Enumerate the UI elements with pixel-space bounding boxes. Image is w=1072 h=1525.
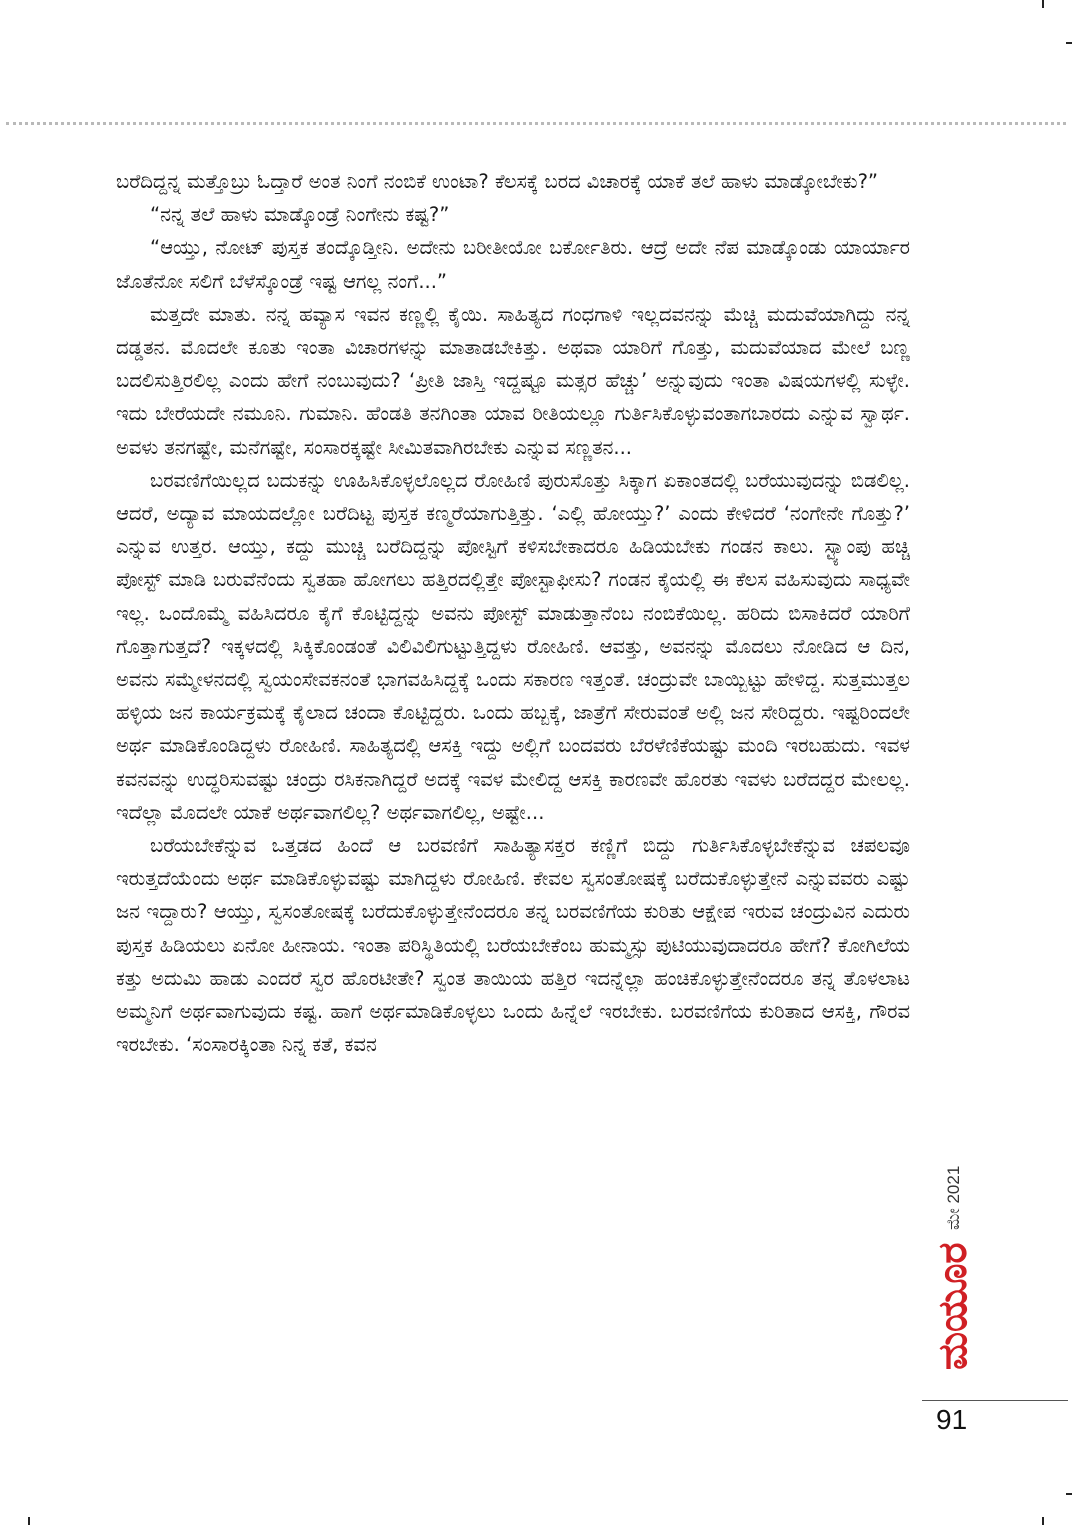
issue-date: ಮೇ 2021 bbox=[944, 1165, 963, 1230]
paragraph: ಬರವಣಿಗೆಯಿಲ್ಲದ ಬದುಕನ್ನು ಊಹಿಸಿಕೊಳ್ಳಲೊಲ್ಲದ ರೋಹಿಣಿ ಪುರುಸೊತ್ತು ಸಿಕ್ಕಾಗ ಏಕಾಂತದಲ್ಲಿ ಬರೆಯುವುದನ್ನು ಬಿಡಲಿಲ್ಲ. ಆದರೆ, ಅದ್ಯಾವ ಮಾಯದಲ್ಲೋ ಬರೆದಿಟ್ಟ ಪುಸ್ತಕ ಕಣ್ಮರೆಯಾಗುತ್ತಿತ್ತು. ‘ಎಲ್ಲಿ ಹೋಯ್ತು?’ ಎಂದು ಕೇಳಿದರೆ ‘ನಂಗೇನೇ ಗೊತ್ತು?’ ಎನ್ನುವ ಉತ್ತರ. ಆಯ್ತು, ಕದ್ದು ಮುಚ್ಚಿ ಬರೆದಿದ್ದನ್ನು ಪೋಸ್ಟಿಗೆ ಕಳಿಸಬೇಕಾದರೂ ಹಿಡಿಯಬೇಕು ಗಂಡನ ಕಾಲು. ಸ್ಟ್ಯಾಂಪು ಹಚ್ಚಿ ಪೋಸ್ಟ್ ಮಾಡಿ ಬರುವೆನೆಂದು ಸ್ವತಹಾ ಹೋಗಲು ಹತ್ತಿರದಲ್ಲಿತ್ತೇ ಪೋಸ್ಟಾಫೀಸು? ಗಂಡನ ಕೈಯಲ್ಲಿ ಈ ಕೆಲಸ ವಹಿಸುವುದು ಸಾಧ್ಯವೇ ಇಲ್ಲ. ಒಂದೊಮ್ಮೆ ವಹಿಸಿದರೂ ಕೈಗೆ ಕೊಟ್ಟಿದ್ದನ್ನು ಅವನು ಪೋಸ್ಟ್ ಮಾಡುತ್ತಾನೆಂಬ ನಂಬಿಕೆಯಿಲ್ಲ. ಹರಿದು ಬಿಸಾಕಿದರೆ ಯಾರಿಗೆ ಗೊತ್ತಾಗುತ್ತದೆ? ಇಕ್ಕಳದಲ್ಲಿ ಸಿಕ್ಕಿಕೊಂಡಂತೆ ವಿಲಿವಿಲಿಗುಟ್ಟುತ್ತಿದ್ದಳು ರೋಹಿಣಿ. ಆವತ್ತು, ಅವನನ್ನು ಮೊದಲು ನೋಡಿದ ಆ ದಿನ, ಅವನು ಸಮ್ಮೇಳನದಲ್ಲಿ ಸ್ವಯಂಸೇವಕನಂತೆ ಭಾಗವಹಿಸಿದ್ದಕ್ಕೆ ಒಂದು ಸಕಾರಣ ಇತ್ತಂತೆ. ಚಂದ್ರುವೇ ಬಾಯ್ಬಿಟ್ಟು ಹೇಳಿದ್ದ. ಸುತ್ತಮುತ್ತಲ ಹಳ್ಳಿಯ ಜನ ಕಾರ್ಯಕ್ರಮಕ್ಕೆ ಕೈಲಾದ ಚಂದಾ ಕೊಟ್ಟಿದ್ದರು. ಒಂದು ಹಬ್ಬಕ್ಕೆ, ಜಾತ್ರೆಗೆ ಸೇರುವಂತೆ ಅಲ್ಲಿ ಜನ ಸೇರಿದ್ದರು. ಇಷ್ಟರಿಂದಲೇ ಅರ್ಥ ಮಾಡಿಕೊಂಡಿದ್ದಳು ರೋಹಿಣಿ. ಸಾಹಿತ್ಯದಲ್ಲಿ ಆಸಕ್ತಿ ಇದ್ದು ಅಲ್ಲಿಗೆ ಬಂದವರು ಬೆರಳೆಣಿಕೆಯಷ್ಟು ಮಂದಿ ಇರಬಹುದು. ಇವಳ ಕವನವನ್ನು ಉದ್ಧರಿಸುವಷ್ಟು ಚಂದ್ರು ರಸಿಕನಾಗಿದ್ದರೆ ಅದಕ್ಕೆ ಇವಳ ಮೇಲಿದ್ದ ಆಸಕ್ತಿ ಕಾರಣವೇ ಹೊರತು ಇವಳು ಬರೆದದ್ದರ ಮೇಲಲ್ಲ. ಇದೆಲ್ಲಾ ಮೊದಲೇ ಯಾಕೆ ಅರ್ಥವಾಗಲಿಲ್ಲ? ಅರ್ಥವಾಗಲಿಲ್ಲ, ಅಷ್ಟೇ... bbox=[116, 468, 910, 824]
paragraph: ಮತ್ತದೇ ಮಾತು. ನನ್ನ ಹವ್ಯಾಸ ಇವನ ಕಣ್ಣಲ್ಲಿ ಕೈಯಿ. ಸಾಹಿತ್ಯದ ಗಂಧಗಾಳಿ ಇಲ್ಲದವನನ್ನು ಮೆಚ್ಚಿ ಮದುವೆಯಾಗಿದ್ದು ನನ್ನ ದಡ್ಡತನ. ಮೊದಲೇ ಕೂತು ಇಂತಾ ವಿಚಾರಗಳನ್ನು ಮಾತಾಡಬೇಕಿತ್ತು. ಅಥವಾ ಯಾರಿಗೆ ಗೊತ್ತು, ಮದುವೆಯಾದ ಮೇಲೆ ಬಣ್ಣ ಬದಲಿಸುತ್ತಿರಲಿಲ್ಲ ಎಂದು ಹೇಗೆ ನಂಬುವುದು? ‘ಪ್ರೀತಿ ಜಾಸ್ತಿ ಇದ್ದಷ್ಟೂ ಮತ್ಸರ ಹೆಚ್ಚು’ ಅನ್ನುವುದು ಇಂತಾ ವಿಷಯಗಳಲ್ಲಿ ಸುಳ್ಳೇ. ಇದು ಬೇರೆಯದೇ ನಮೂನಿ. ಗುಮಾನಿ. ಹೆಂಡತಿ ತನಗಿಂತಾ ಯಾವ ರೀತಿಯಲ್ಲೂ ಗುರ್ತಿಸಿಕೊಳ್ಳುವಂತಾಗಬಾರದು ಎನ್ನುವ ಸ್ವಾರ್ಥ. ಅವಳು ತನಗಷ್ಟೇ, ಮನೆಗಷ್ಟೇ, ಸಂಸಾರಕ್ಕಷ್ಟೇ ಸೀಮಿತವಾಗಿರಬೇಕು ಎನ್ನುವ ಸಣ್ಣತನ... bbox=[116, 302, 910, 459]
paragraph: “ಆಯ್ತು, ನೋಟ್ ಪುಸ್ತಕ ತಂದ್ಕೊಡ್ತೀನಿ. ಅದೇನು ಬರೀತೀಯೋ ಬರ್ಕೋತಿರು. ಆದ್ರೆ ಅದೇ ನೆಪ ಮಾಡ್ಕೊಂಡು ಯಾರ್ಯಾರ ಜೊತೆನೋ ಸಲಿಗೆ ಬೆಳೆಸ್ಕೊಂಡ್ರೆ ಇಷ್ಟ ಆಗಲ್ಲ ನಂಗೆ...” bbox=[116, 236, 910, 293]
crop-mark-bottom-left bbox=[28, 1517, 30, 1525]
crop-mark-bottom-right bbox=[1042, 1517, 1044, 1525]
article-body bbox=[116, 165, 910, 1061]
header-dotted-rule bbox=[6, 122, 1066, 125]
crop-mark-right-upper bbox=[1066, 42, 1072, 44]
page-number: 91 bbox=[936, 1404, 968, 1435]
crop-mark-top-right bbox=[1042, 0, 1044, 8]
crop-mark-right-lower bbox=[1066, 1493, 1072, 1495]
magazine-logo: ಮಯೂರ bbox=[930, 1242, 976, 1370]
paragraph: “ನನ್ನ ತಲೆ ಹಾಳು ಮಾಡ್ಕೊಂಡ್ರೆ ನಿಂಗೇನು ಕಷ್ಟ?” bbox=[150, 203, 450, 227]
paragraph: ಬರೆದಿದ್ದನ್ನ ಮತ್ತೊಬ್ರು ಓದ್ತಾರೆ ಅಂತ ನಿಂಗೆ ನಂಬಿಕೆ ಉಂಟಾ? ಕೆಲಸಕ್ಕೆ ಬರದ ವಿಚಾರಕ್ಕೆ ಯಾಕೆ ತಲೆ ಹಾಳು ಮಾಡ್ಕೋಬೇಕು?” bbox=[116, 170, 879, 193]
page-number-rule bbox=[922, 1400, 1068, 1401]
paragraph: ಬರೆಯಬೇಕೆನ್ನುವ ಒತ್ತಡದ ಹಿಂದೆ ಆ ಬರವಣಿಗೆ ಸಾಹಿತ್ಯಾಸಕ್ತರ ಕಣ್ಣಿಗೆ ಬಿದ್ದು ಗುರ್ತಿಸಿಕೊಳ್ಳಬೇಕೆನ್ನುವ ಚಪಲವೂ ಇರುತ್ತದೆಯೆಂದು ಅರ್ಥ ಮಾಡಿಕೊಳ್ಳುವಷ್ಟು ಮಾಗಿದ್ದಳು ರೋಹಿಣಿ. ಕೇವಲ ಸ್ವಸಂತೋಷಕ್ಕೆ ಬರೆದುಕೊಳ್ಳುತ್ತೇನೆ ಎನ್ನುವವರು ಎಷ್ಟು ಜನ ಇದ್ದಾರು? ಆಯ್ತು, ಸ್ವಸಂತೋಷಕ್ಕೆ ಬರೆದುಕೊಳ್ಳುತ್ತೇನೆಂದರೂ ತನ್ನ ಬರವಣಿಗೆಯ ಕುರಿತು ಆಕ್ಷೇಪ ಇರುವ ಚಂದ್ರುವಿನ ಎದುರು ಪುಸ್ತಕ ಹಿಡಿಯಲು ಏನೋ ಹೀನಾಯ. ಇಂತಾ ಪರಿಸ್ಥಿತಿಯಲ್ಲಿ ಬರೆಯಬೇಕೆಂಬ ಹುಮ್ಮಸ್ಸು ಪುಟಿಯುವುದಾದರೂ ಹೇಗೆ? ಕೋಗಿಲೆಯ ಕತ್ತು ಅದುಮಿ ಹಾಡು ಎಂದರೆ ಸ್ವರ ಹೊರಟೀತೇ? ಸ್ವಂತ ತಾಯಿಯ ಹತ್ತಿರ ಇದನ್ನೆಲ್ಲಾ ಹಂಚಿಕೊಳ್ಳುತ್ತೇನೆಂದರೂ ತನ್ನ ತೊಳಲಾಟ ಅಮ್ಮನಿಗೆ ಅರ್ಥವಾಗುವುದು ಕಷ್ಟ. ಹಾಗೆ ಅರ್ಥಮಾಡಿಕೊಳ್ಳಲು ಒಂದು ಹಿನ್ನೆಲೆ ಇರಬೇಕು. ಬರವಣಿಗೆಯ ಕುರಿತಾದ ಆಸಕ್ತಿ, ಗೌರವ ಇರಬೇಕು. ‘ಸಂಸಾರಕ್ಕಿಂತಾ ನಿನ್ನ ಕತೆ, ಕವನ bbox=[116, 834, 910, 1057]
